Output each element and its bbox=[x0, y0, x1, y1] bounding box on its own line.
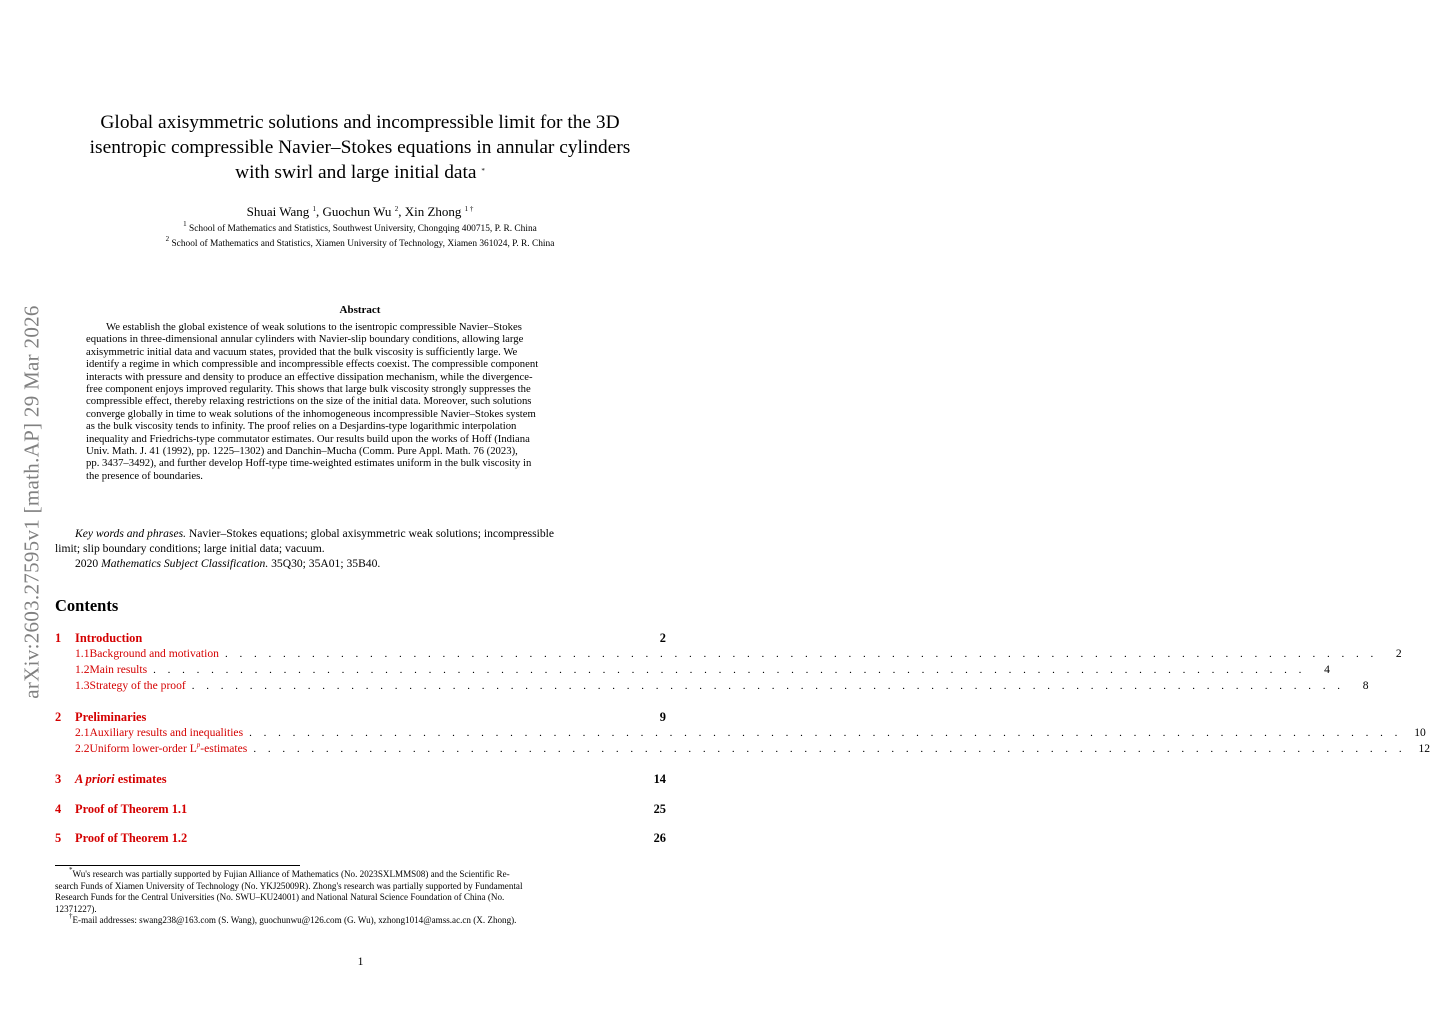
toc-page-number: 4 bbox=[1324, 663, 1330, 676]
toc-section-1[interactable] bbox=[55, 631, 666, 647]
footnote-mark: * bbox=[69, 866, 73, 874]
footnote-rule bbox=[55, 865, 300, 866]
toc-subsection-number: 1.2 bbox=[75, 663, 90, 676]
toc-page-number: 2 bbox=[659, 631, 666, 645]
toc-page-number: 9 bbox=[659, 710, 666, 724]
toc-section-number: 1 bbox=[55, 631, 62, 645]
toc-subsection-2.2[interactable] bbox=[75, 741, 1430, 758]
abstract-body bbox=[86, 321, 634, 482]
toc-subsection-label: Background and motivation bbox=[89, 647, 219, 660]
toc-section-label: Proof of Theorem 1.1 bbox=[75, 802, 188, 816]
author-1: Shuai Wang $^1$ bbox=[246, 204, 316, 219]
toc-page-number: 2 bbox=[1395, 647, 1402, 660]
toc-section-4[interactable] bbox=[55, 802, 666, 818]
toc-page-number: 8 bbox=[1362, 679, 1369, 692]
toc-leader-dots: . . . . . . . . . . . . . . . . . . . . . . . . . . . . . . . . . . . . . . . . . . . . . . . . . . . . . . . . . . . . . . . . . . . . . . . . . . . . . . . . bbox=[249, 727, 1402, 739]
affiliations bbox=[60, 222, 660, 252]
title-footnote-mark[interactable]: * bbox=[481, 167, 485, 175]
contents-heading: Contents bbox=[55, 596, 119, 615]
abstract-line: inequality and Friedrichs-type commutator estimates. Our results build upon the works of Hoff (Indiana bbox=[86, 432, 530, 445]
footnote-line: Research Funds for the Central Universities (No. SWU–KU24001) and National Natural Science Foundation of China (No. bbox=[55, 892, 505, 903]
affiliation-2: $^2$ School of Mathematics and Statistics, Xiamen University of Technology, Xiamen 361024, P. R. China bbox=[165, 235, 555, 249]
toc-subsection-number: 2.1 bbox=[75, 726, 90, 739]
toc-subsection-number: 2.2 bbox=[75, 742, 90, 755]
author-list: Shuai Wang $^1$, Guochun Wu $^2$, Xin Zhong $^{1 \dagger}$ bbox=[246, 204, 474, 219]
toc-section-5[interactable] bbox=[55, 831, 666, 847]
toc-leader-dots: . . . . . . . . . . . . . . . . . . . . . . . . . . . . . . . . . . . . . . . . . . . . . . . . . . . . . . . . . . . . . . . . . . . . . . . . . . . . . . . . bbox=[253, 743, 1407, 755]
toc-section-number: 2 bbox=[55, 710, 62, 724]
toc-section-number: 4 bbox=[55, 802, 62, 816]
author-2: Guochun Wu $^2$ bbox=[322, 204, 399, 219]
toc-section-label: Preliminaries bbox=[75, 710, 147, 724]
toc-section-2[interactable] bbox=[55, 710, 666, 726]
footnote-line: †E-mail addresses: swang238@163.com (S. Wang), guochunwu@126.com (G. Wu), xzhong1014@amss.ac.cn (X. Zhong). bbox=[69, 912, 517, 926]
toc-subsection-label: Strategy of the proof bbox=[89, 679, 186, 692]
keywords-line-2: limit; slip boundary conditions; large initial data; vacuum. bbox=[55, 542, 325, 555]
keywords-line-1: Key words and phrases. Navier–Stokes equations; global axisymmetric weak solutions; incompressible bbox=[75, 527, 555, 540]
abstract-line: pp. 3437–3492), and further develop Hoff-type time-weighted estimates uniform in the bulk viscosity in bbox=[86, 457, 532, 470]
toc-section-label: Introduction bbox=[75, 631, 143, 645]
footnote-mark: † bbox=[69, 912, 73, 921]
footnote-line: *Wu's research was partially supported by Fujian Alliance of Mathematics (No. 2023SXLMMS08) and the Scientific Re- bbox=[69, 866, 510, 879]
toc-subsection-number: 1.3 bbox=[75, 679, 90, 692]
abstract-line: converge globally in time to weak solutions of the inhomogeneous incompressible Navier–Stokes system bbox=[86, 407, 536, 420]
footnote-line: search Funds of Xiamen University of Technology (No. YKJ25009R). Zhong's research was partially supported by Fundamental bbox=[55, 880, 523, 891]
abstract-line: compressible effect, thereby relaxing restrictions on the size of the initial data. Moreover, such solutions bbox=[86, 395, 532, 408]
toc-subsection-1.1[interactable] bbox=[75, 647, 1402, 663]
title-line-1: Global axisymmetric solutions and incompressible limit for the 3D bbox=[100, 112, 620, 133]
toc-page-number: 14 bbox=[653, 772, 666, 786]
toc-page-number: 25 bbox=[653, 802, 666, 816]
title-line-3: with swirl and large initial data * bbox=[235, 162, 485, 183]
toc-subsection-number: 1.1 bbox=[75, 647, 90, 660]
paper-title bbox=[60, 110, 660, 185]
toc-page-number: 12 bbox=[1418, 742, 1430, 755]
abstract-line: axisymmetric initial data and vacuum states, provided that the bulk viscosity is sufficiently large. We bbox=[86, 345, 518, 358]
toc-section-label: Proof of Theorem 1.2 bbox=[75, 831, 188, 845]
toc-leader-dots: . . . . . . . . . . . . . . . . . . . . . . . . . . . . . . . . . . . . . . . . . . . . . . . . . . . . . . . . . . . . . . . . . . . . . . . . . . . . . . . . bbox=[191, 680, 1345, 692]
toc-leader-dots: . . . . . . . . . . . . . . . . . . . . . . . . . . . . . . . . . . . . . . . . . . . . . . . . . . . . . . . . . . . . . . . . . . . . . . . . . . . . . . . . bbox=[224, 648, 1378, 660]
abstract-line: the presence of boundaries. bbox=[86, 469, 203, 482]
footnote-line: 12371227). bbox=[55, 903, 97, 914]
toc-section-number: 5 bbox=[55, 831, 62, 845]
affiliation-1: $^1$ School of Mathematics and Statistics, Southwest University, Chongqing 400715, P. R. China bbox=[183, 220, 537, 234]
author-3: Xin Zhong $^{1 \dagger}$ bbox=[404, 204, 474, 219]
abstract-line: interacts with pressure and density to produce an effective dissipation mechanism, while the divergence- bbox=[86, 370, 533, 383]
abstract-line: equations in three-dimensional annular cylinders with Navier-slip boundary conditions, allowing large bbox=[86, 333, 524, 346]
toc-section-3[interactable] bbox=[55, 772, 666, 788]
title-line-2: isentropic compressible Navier–Stokes equations in annular cylinders bbox=[89, 137, 631, 158]
keywords-block bbox=[55, 526, 666, 571]
abstract-line: identify a regime in which compressible and incompressible effects coexist. The compressible component bbox=[86, 358, 539, 371]
toc-subsection-label: Auxiliary results and inequalities bbox=[89, 726, 244, 739]
abstract-line: free component enjoys improved regularity. This shows that large bulk viscosity strongly suppresses the bbox=[86, 383, 531, 396]
toc-leader-dots: . . . . . . . . . . . . . . . . . . . . . . . . . . . . . . . . . . . . . . . . . . . . . . . . . . . . . . . . . . . . . . . . . . . . . . . . . . . . . . . . bbox=[153, 664, 1306, 676]
msc-line: 2020 Mathematics Subject Classification. 35Q30; 35A01; 35B40. bbox=[75, 557, 381, 570]
toc-section-label: A priori estimates bbox=[75, 772, 167, 786]
abstract-heading: Abstract bbox=[339, 304, 381, 316]
arxiv-identifier bbox=[12, 282, 52, 722]
abstract-line: We establish the global existence of weak solutions to the isentropic compressible Navier–Stokes bbox=[106, 321, 522, 333]
toc-subsection-label: Main results bbox=[89, 663, 148, 676]
abstract-line: Univ. Math. J. 41 (1992), pp. 1225–1302) and Danchin–Mucha (Comm. Pure Appl. Math. 76 (2023), bbox=[86, 445, 518, 458]
toc-subsection-1.3[interactable] bbox=[75, 679, 1369, 695]
page-number: 1 bbox=[357, 955, 364, 968]
arxiv-identifier-text: arXiv:2603.27595v1 [math.AP] 29 Mar 2026 bbox=[19, 305, 44, 699]
footnotes bbox=[55, 866, 666, 927]
toc-subsection-label: Uniform lower-order $L^p$-estimates bbox=[89, 741, 248, 755]
toc-section-number: 3 bbox=[55, 772, 62, 786]
toc-page-number: 26 bbox=[653, 831, 666, 845]
toc-subsection-1.2[interactable] bbox=[75, 663, 1330, 679]
toc-subsection-2.1[interactable] bbox=[75, 726, 1426, 742]
abstract-line: as the bulk viscosity tends to infinity. The proof relies on a Desjardins-type logarithmic interpolation bbox=[86, 420, 517, 433]
toc-page-number: 10 bbox=[1414, 726, 1426, 739]
